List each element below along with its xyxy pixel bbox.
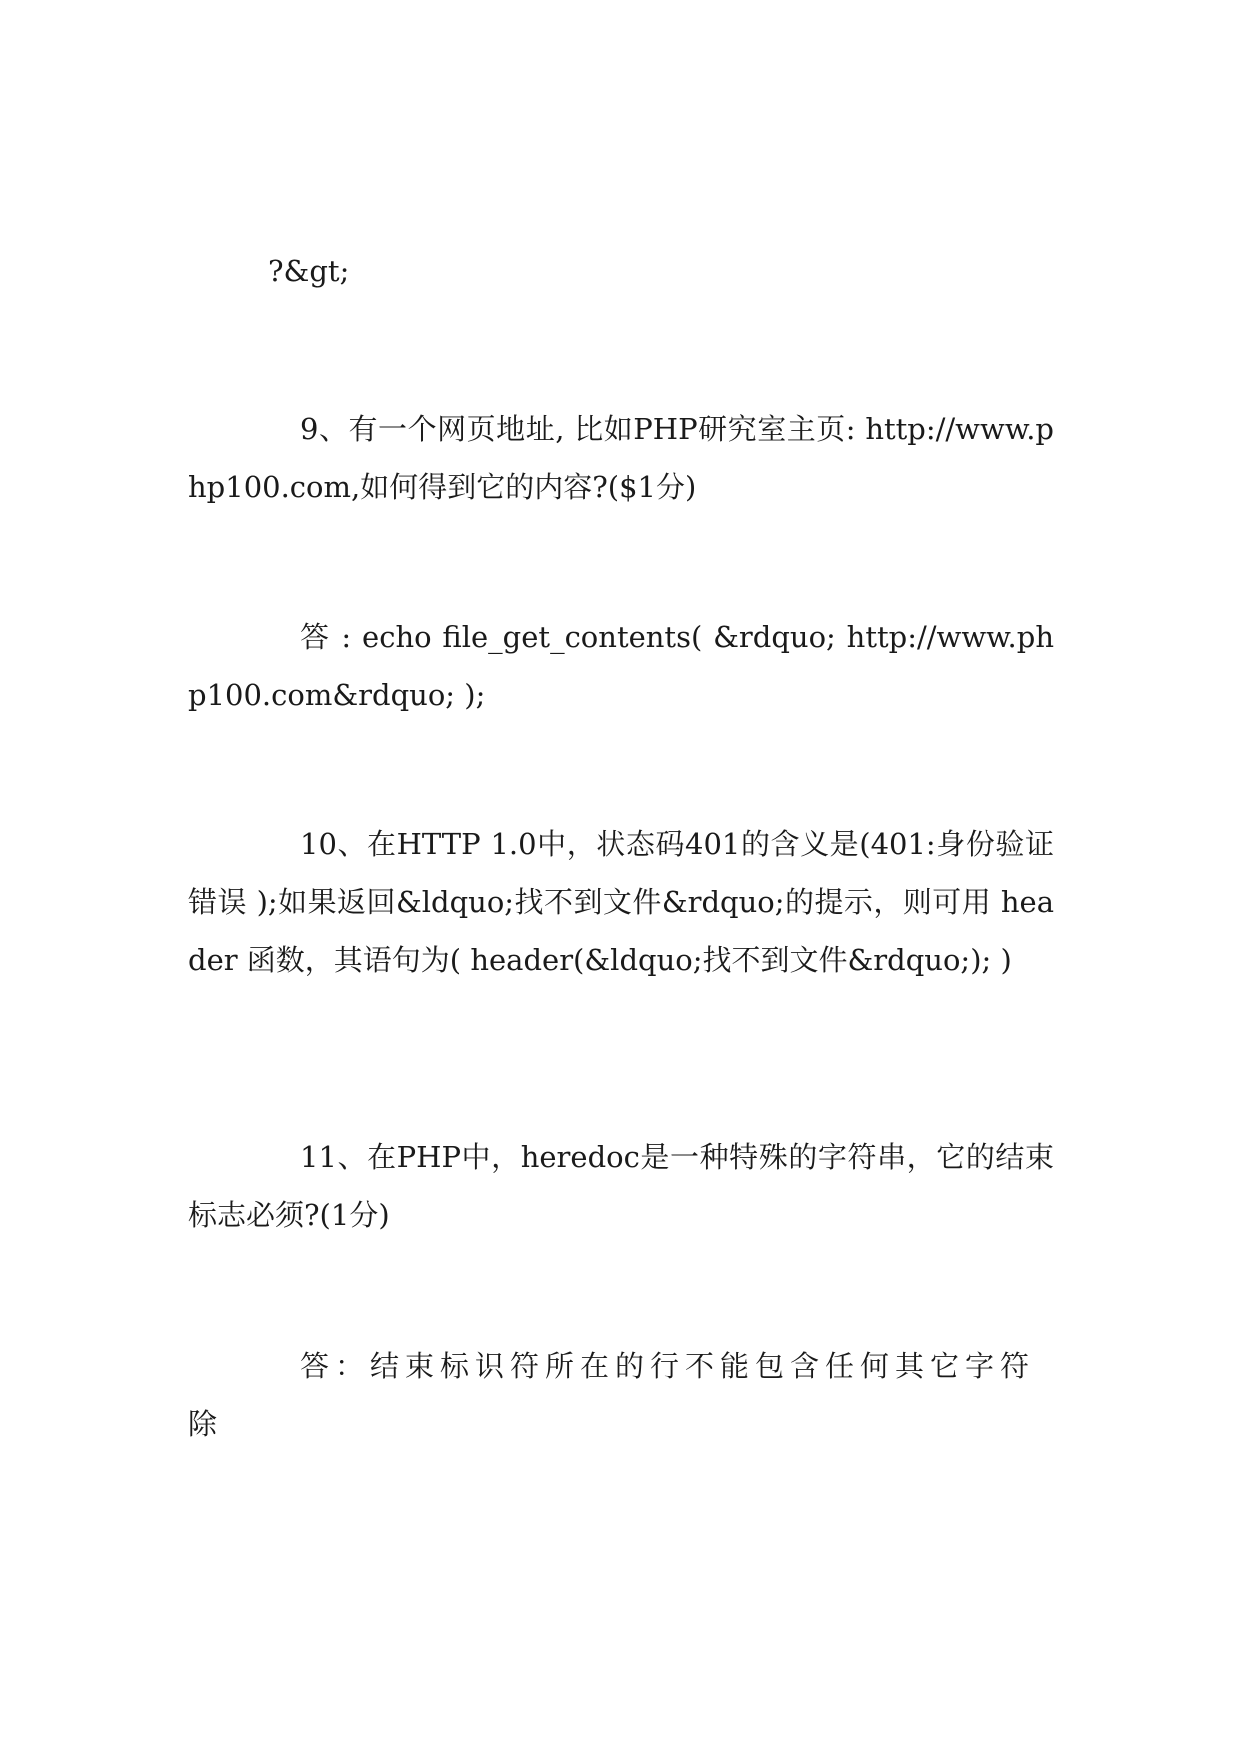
answer-11: 答：结束标识符所在的行不能包含任何其它字符除: [188, 1349, 1036, 1441]
answer-9: 答 : echo file_get_contents( &rdquo; http://www.php100.com&rdquo; );: [188, 620, 1054, 712]
question-11: 11、在PHP中，heredoc是一种特殊的字符串，它的结束标志必须?(1分): [188, 1140, 1054, 1232]
code-closing-tag: ?&gt;: [268, 254, 350, 288]
question-10: 10、在HTTP 1.0中，状态码401的含义是(401:身份验证错误 );如果返回&ldquo;找不到文件&rdquo;的提示，则可用 header 函数，其语句为( header(&ldquo;找不到文件&rdquo;); ): [188, 827, 1054, 977]
question-9: 9、有一个网页地址, 比如PHP研究室主页: http://www.php100.com,如何得到它的内容?($1分): [188, 412, 1054, 504]
